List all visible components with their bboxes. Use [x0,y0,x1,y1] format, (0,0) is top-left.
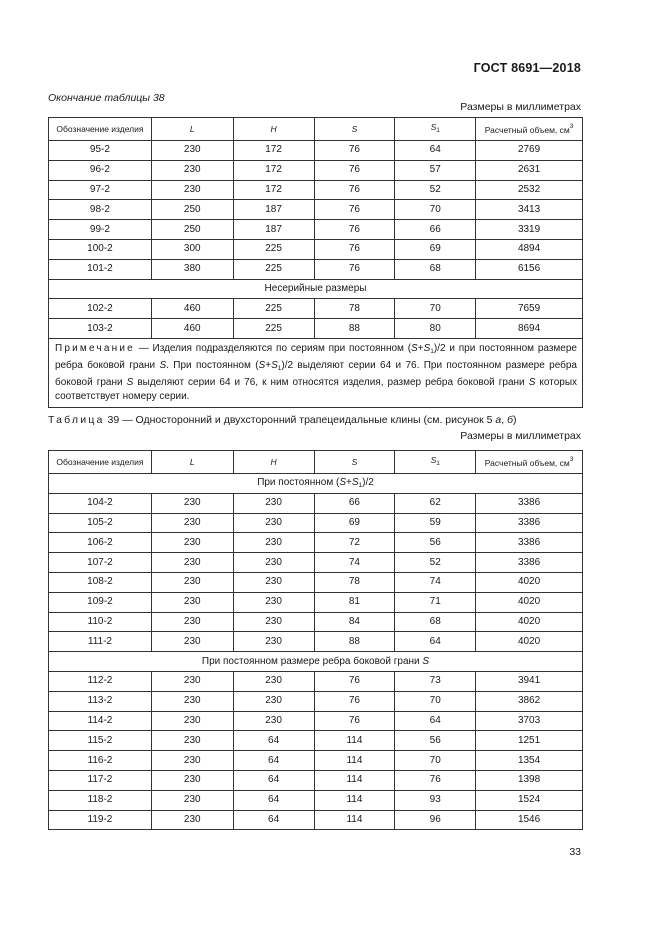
cell-designation: 106-2 [49,533,152,553]
cell-volume: 1354 [476,751,583,771]
cell-s: 114 [314,790,395,810]
cell-h: 225 [233,319,314,339]
table-row [49,632,583,652]
cell-volume: 2769 [476,141,583,161]
cell-h: 230 [233,632,314,652]
table-39-title: Таблица 39 — Односторонний и двухсторонний трапецеидальные клины (см. рисунок 5 а, б) [48,414,517,426]
cell-h: 230 [233,671,314,691]
cell-s1: 70 [395,299,476,319]
table-39-section-row [49,474,583,494]
cell-designation: 119-2 [49,810,152,830]
cell-h: 225 [233,299,314,319]
cell-designation: 97-2 [49,180,152,200]
table-39-units: Размеры в миллиметрах [460,430,581,442]
table-38-section-row [49,279,583,299]
cell-l: 230 [151,632,233,652]
cell-designation: 98-2 [49,200,152,220]
cell-l: 460 [151,319,233,339]
cell-s1: 74 [395,572,476,592]
cell-s1: 76 [395,770,476,790]
table-row [49,711,583,731]
cell-designation: 107-2 [49,553,152,573]
cell-l: 300 [151,239,233,259]
table-38-header-row [49,118,583,141]
cell-volume: 4894 [476,239,583,259]
cell-volume: 3862 [476,691,583,711]
section-label-constant-mean: При постоянном $(S+S_1)/2$ [49,474,583,494]
cell-volume: 3413 [476,200,583,220]
table-38-note: Примечание — Изделия подразделяются по сериям при постоянном $(S+S_1)/2$ и при постоянном размере ребра боковой грани S. При постоянном $(S+S_1)/2$ выделяют серии 64 и 76. При постоянном размере ребра боковой грани S выделяют серии 64 и 76, к ним относятся изделия, размер ребра боковой грани S которых соответствует номеру серии. [49,338,583,407]
cell-l: 230 [151,731,233,751]
cell-l: 230 [151,810,233,830]
cell-designation: 95-2 [49,141,152,161]
cell-l: 230 [151,770,233,790]
cell-s1: 93 [395,790,476,810]
cell-designation: 100-2 [49,239,152,259]
document-standard-header: ГОСТ 8691—2018 [473,61,581,75]
cell-l: 230 [151,711,233,731]
cell-s: 76 [314,711,395,731]
table-row [49,160,583,180]
table-38-note-row [49,338,583,407]
cell-designation: 103-2 [49,319,152,339]
table-row [49,731,583,751]
cell-s: 84 [314,612,395,632]
cell-s: 66 [314,493,395,513]
cell-s1: 56 [395,731,476,751]
cell-s: 76 [314,671,395,691]
table-row [49,751,583,771]
cell-designation: 114-2 [49,711,152,731]
cell-h: 230 [233,493,314,513]
cell-s1: 80 [395,319,476,339]
table-row [49,612,583,632]
table-row [49,790,583,810]
table-38 [48,117,583,408]
cell-h: 64 [233,770,314,790]
cell-l: 250 [151,200,233,220]
cell-s: 76 [314,160,395,180]
cell-l: 230 [151,180,233,200]
table-row [49,770,583,790]
cell-designation: 99-2 [49,220,152,240]
cell-s1: 64 [395,711,476,731]
cell-h: 225 [233,259,314,279]
table-39-section-row [49,652,583,672]
cell-s1: 70 [395,691,476,711]
cell-volume: 1398 [476,770,583,790]
column-header-designation: Обозначение изделия [49,118,152,141]
cell-s1: 68 [395,612,476,632]
cell-volume: 2631 [476,160,583,180]
cell-s1: 62 [395,493,476,513]
cell-s: 78 [314,299,395,319]
cell-s: 76 [314,691,395,711]
cell-s1: 68 [395,259,476,279]
cell-l: 230 [151,493,233,513]
cell-volume: 3703 [476,711,583,731]
table-row [49,180,583,200]
cell-volume: 6156 [476,259,583,279]
cell-designation: 104-2 [49,493,152,513]
table-38-units: Размеры в миллиметрах [460,101,581,113]
cell-h: 230 [233,513,314,533]
table-row [49,220,583,240]
page-number: 33 [569,846,581,858]
cell-volume: 3319 [476,220,583,240]
cell-volume: 3386 [476,513,583,533]
table-row [49,691,583,711]
cell-l: 250 [151,220,233,240]
cell-h: 225 [233,239,314,259]
cell-s: 76 [314,239,395,259]
cell-volume: 4020 [476,632,583,652]
cell-l: 230 [151,790,233,810]
cell-designation: 108-2 [49,572,152,592]
cell-s1: 64 [395,632,476,652]
cell-l: 230 [151,671,233,691]
table-row [49,200,583,220]
cell-designation: 116-2 [49,751,152,771]
table-row [49,513,583,533]
table-row [49,810,583,830]
cell-s1: 52 [395,180,476,200]
cell-volume: 4020 [476,592,583,612]
cell-s: 76 [314,220,395,240]
cell-designation: 101-2 [49,259,152,279]
cell-s1: 59 [395,513,476,533]
column-header-s: S [314,118,395,141]
table-row [49,141,583,161]
cell-h: 187 [233,200,314,220]
cell-designation: 112-2 [49,671,152,691]
cell-l: 230 [151,160,233,180]
cell-s: 76 [314,180,395,200]
table-row [49,319,583,339]
cell-l: 230 [151,513,233,533]
cell-s1: 73 [395,671,476,691]
cell-l: 230 [151,533,233,553]
cell-s: 76 [314,141,395,161]
table-row [49,259,583,279]
column-header-s1: $S_1$ [395,118,476,141]
cell-l: 380 [151,259,233,279]
cell-l: 230 [151,751,233,771]
cell-h: 230 [233,691,314,711]
cell-s: 114 [314,751,395,771]
cell-volume: 2532 [476,180,583,200]
column-header-h: H [233,451,314,474]
cell-h: 64 [233,731,314,751]
cell-volume: 4020 [476,612,583,632]
cell-s: 81 [314,592,395,612]
cell-h: 230 [233,612,314,632]
cell-s1: 96 [395,810,476,830]
table-38-caption: Окончание таблицы 38 [48,92,165,104]
cell-s: 114 [314,810,395,830]
cell-h: 230 [233,572,314,592]
cell-s: 114 [314,731,395,751]
cell-s1: 70 [395,751,476,771]
cell-s: 78 [314,572,395,592]
cell-l: 460 [151,299,233,319]
cell-s: 114 [314,770,395,790]
section-label-nonserial: Несерийные размеры [49,279,583,299]
cell-designation: 113-2 [49,691,152,711]
cell-volume: 1251 [476,731,583,751]
cell-s1: 70 [395,200,476,220]
cell-s: 76 [314,200,395,220]
cell-designation: 109-2 [49,592,152,612]
table-row [49,493,583,513]
cell-designation: 102-2 [49,299,152,319]
column-header-designation: Обозначение изделия [49,451,152,474]
column-header-l: L [151,451,233,474]
cell-h: 172 [233,180,314,200]
cell-h: 230 [233,592,314,612]
cell-l: 230 [151,572,233,592]
cell-h: 172 [233,160,314,180]
cell-s1: 52 [395,553,476,573]
cell-volume: 8694 [476,319,583,339]
column-header-volume: Расчетный объем, $см^3$ [476,451,583,474]
cell-volume: 7659 [476,299,583,319]
table-39-header-row [49,451,583,474]
cell-s1: 69 [395,239,476,259]
cell-l: 230 [151,612,233,632]
cell-volume: 3386 [476,533,583,553]
cell-volume: 1524 [476,790,583,810]
section-label-constant-edge: При постоянном размере ребра боковой грани S [49,652,583,672]
cell-s1: 56 [395,533,476,553]
cell-volume: 4020 [476,572,583,592]
table-row [49,533,583,553]
column-header-h: H [233,118,314,141]
table-row [49,299,583,319]
cell-s1: 64 [395,141,476,161]
cell-s: 88 [314,319,395,339]
cell-volume: 3386 [476,493,583,513]
cell-l: 230 [151,553,233,573]
cell-designation: 118-2 [49,790,152,810]
cell-volume: 1546 [476,810,583,830]
column-header-s: S [314,451,395,474]
cell-volume: 3386 [476,553,583,573]
cell-designation: 115-2 [49,731,152,751]
cell-l: 230 [151,141,233,161]
cell-s: 74 [314,553,395,573]
cell-h: 172 [233,141,314,161]
cell-designation: 111-2 [49,632,152,652]
table-row [49,553,583,573]
table-row [49,671,583,691]
table-row [49,572,583,592]
table-39 [48,450,583,830]
cell-h: 230 [233,533,314,553]
cell-s1: 71 [395,592,476,612]
cell-s: 88 [314,632,395,652]
cell-volume: 3941 [476,671,583,691]
cell-s: 72 [314,533,395,553]
column-header-volume: Расчетный объем, $см^3$ [476,118,583,141]
column-header-s1: $S_1$ [395,451,476,474]
cell-designation: 105-2 [49,513,152,533]
cell-l: 230 [151,691,233,711]
cell-h: 230 [233,711,314,731]
cell-h: 230 [233,553,314,573]
cell-s: 76 [314,259,395,279]
column-header-l: L [151,118,233,141]
cell-h: 64 [233,751,314,771]
cell-s1: 57 [395,160,476,180]
cell-h: 64 [233,810,314,830]
table-row [49,592,583,612]
cell-designation: 110-2 [49,612,152,632]
cell-s: 69 [314,513,395,533]
cell-l: 230 [151,592,233,612]
table-row [49,239,583,259]
cell-h: 187 [233,220,314,240]
cell-s1: 66 [395,220,476,240]
cell-designation: 117-2 [49,770,152,790]
cell-designation: 96-2 [49,160,152,180]
cell-h: 64 [233,790,314,810]
